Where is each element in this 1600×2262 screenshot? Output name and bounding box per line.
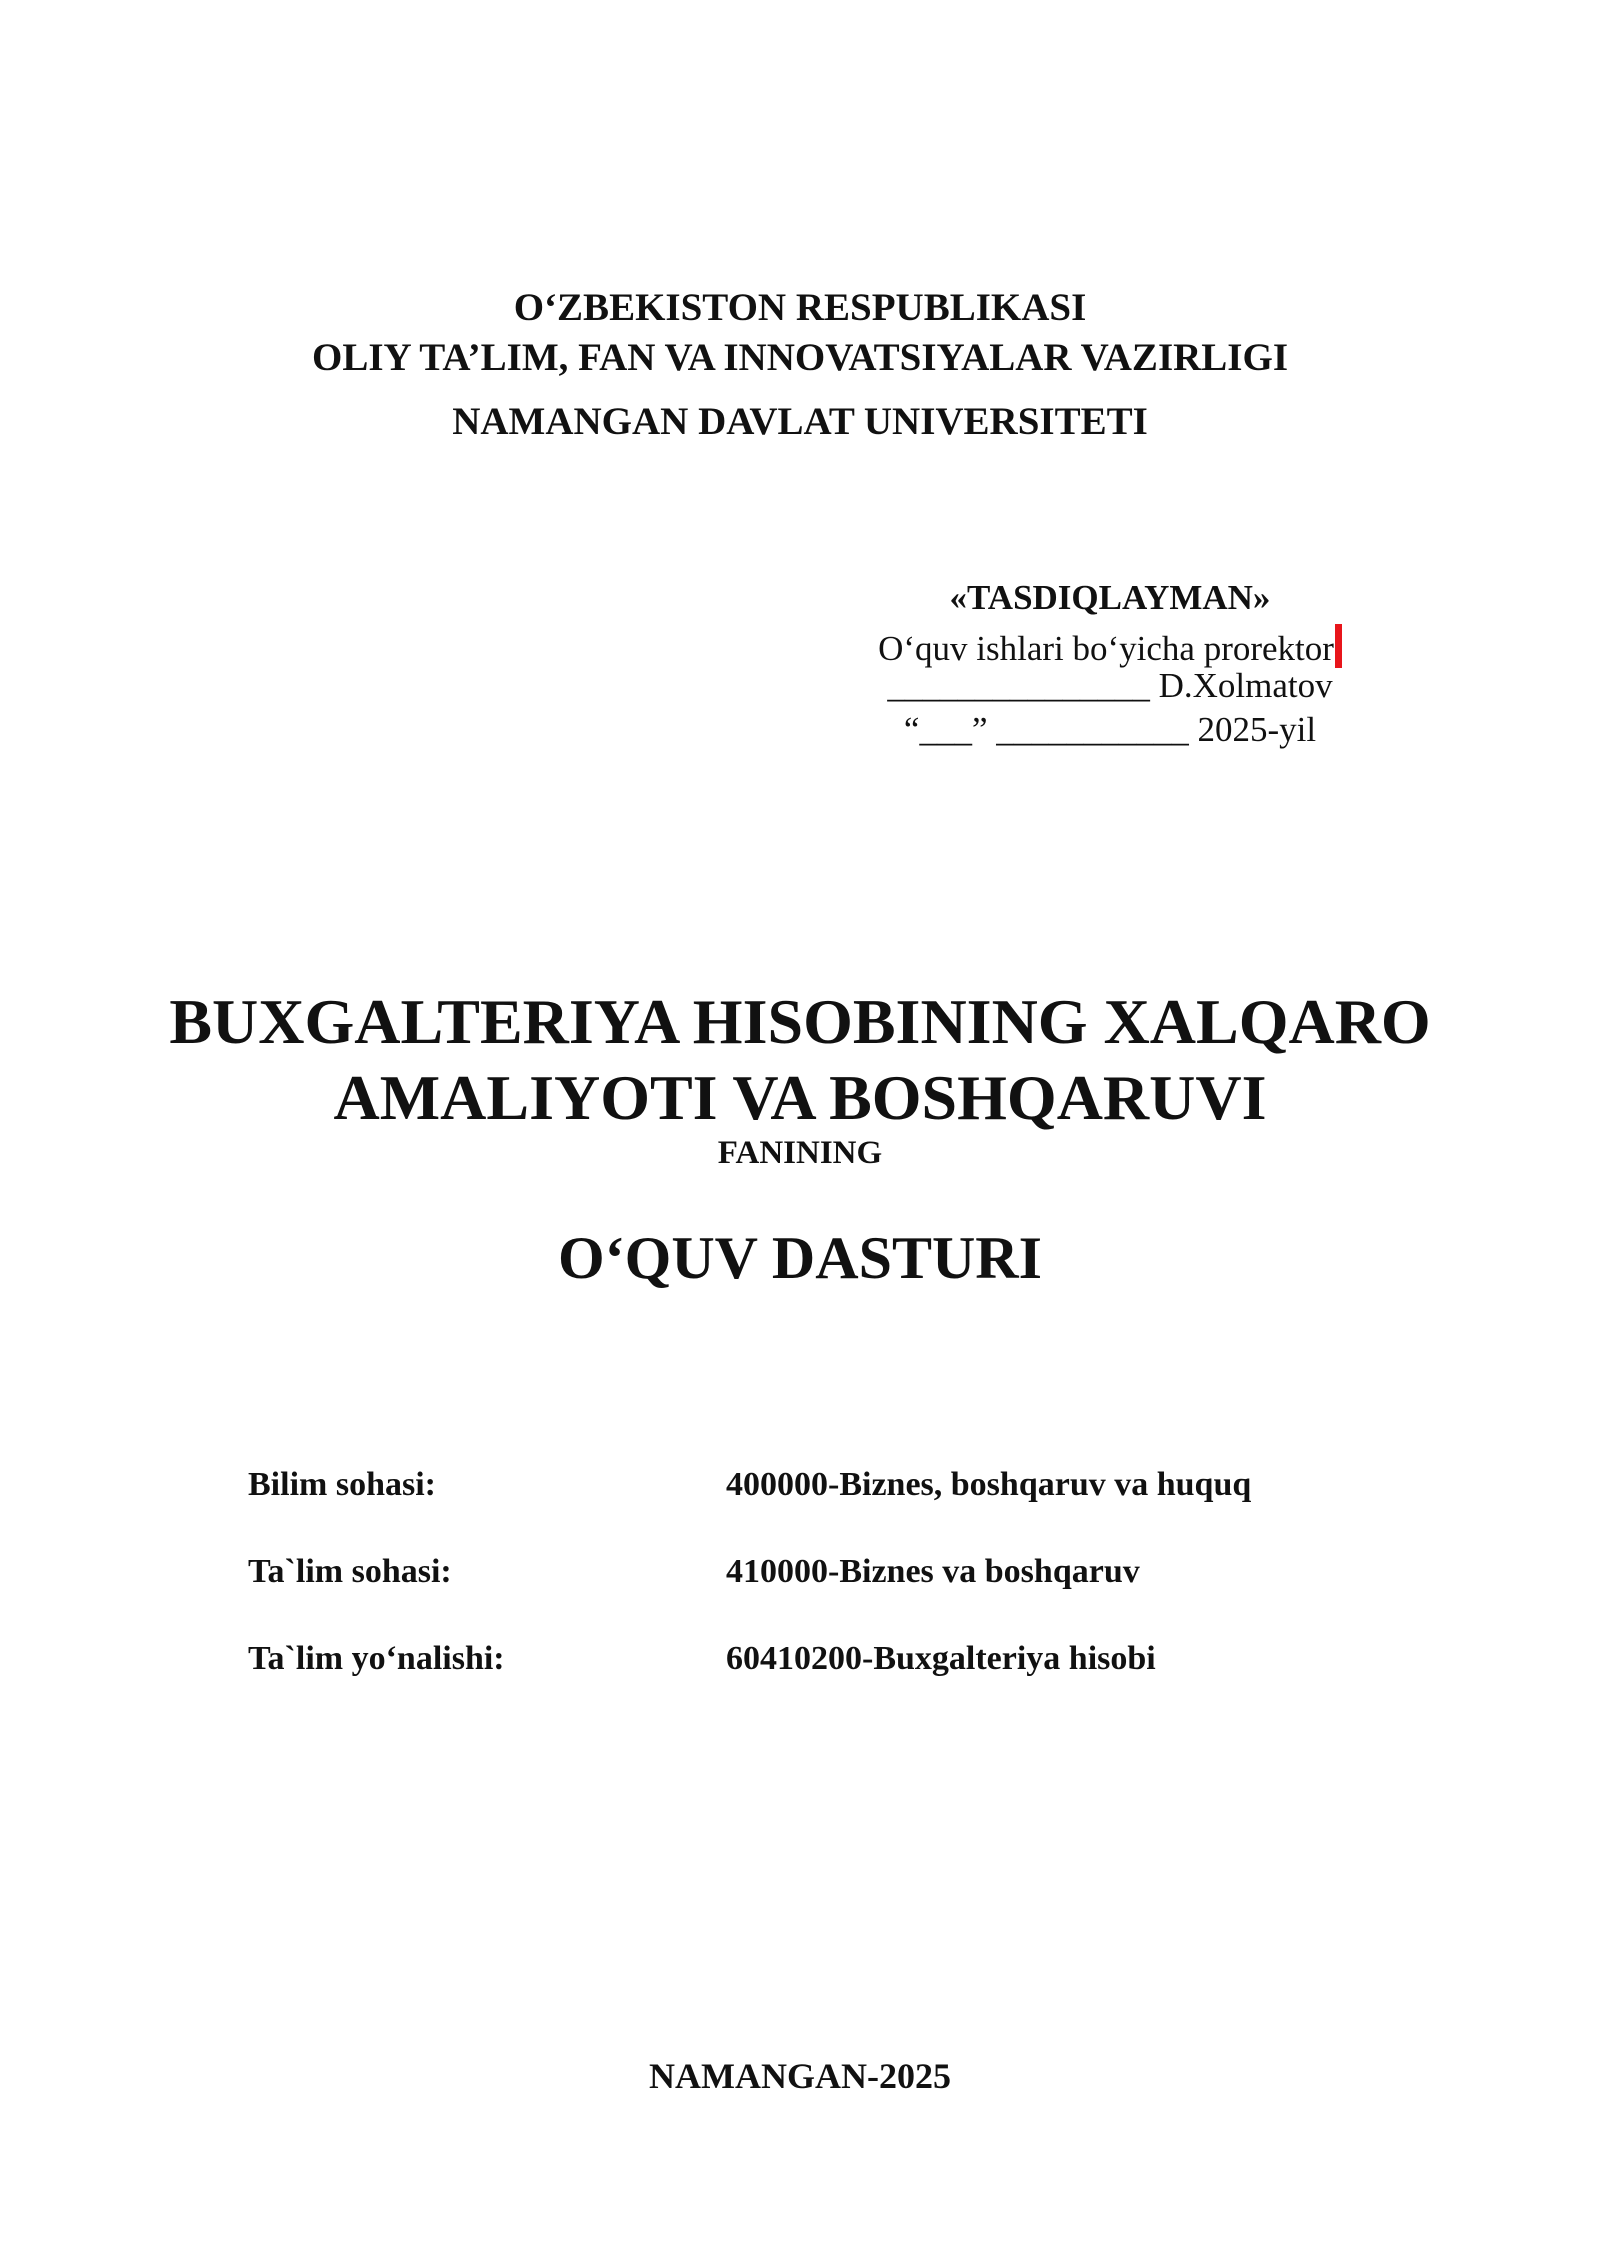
footer-place-year: NAMANGAN-2025 bbox=[649, 2056, 951, 2096]
info-label-talim-sohasi: Ta`lim sohasi: bbox=[248, 1553, 452, 1590]
header-country: O‘ZBEKISTON RESPUBLIKASI bbox=[513, 286, 1087, 329]
info-value-talim-yonalishi: 60410200-Buxgalteriya hisobi bbox=[726, 1640, 1156, 1677]
header-ministry: OLIY TA’LIM, FAN VA INNOVATSIYALAR VAZIRLIGI bbox=[312, 336, 1288, 379]
approval-position-line bbox=[760, 624, 1460, 668]
info-value-talim-sohasi: 410000-Biznes va boshqaruv bbox=[726, 1553, 1140, 1590]
approval-date-line: “___” ___________ 2025-yil bbox=[903, 710, 1317, 749]
course-title-subtitle: FANINING bbox=[717, 1135, 883, 1171]
approval-heading: «TASDIQLAYMAN» bbox=[949, 578, 1271, 617]
approval-signature-line: _______________ D.Xolmatov bbox=[887, 666, 1333, 705]
course-title-line2: AMALIYOTI VA BOSHQARUVI bbox=[333, 1062, 1267, 1133]
text-cursor-marker bbox=[1335, 624, 1342, 668]
info-label-bilim-sohasi: Bilim sohasi: bbox=[248, 1466, 436, 1503]
document-type-title: O‘QUV DASTURI bbox=[558, 1225, 1042, 1291]
info-value-bilim-sohasi: 400000-Biznes, boshqaruv va huquq bbox=[726, 1466, 1252, 1503]
approval-position: O‘quv ishlari bo‘yicha prorektor bbox=[878, 629, 1334, 668]
course-title-line1: BUXGALTERIYA HISOBINING XALQARO bbox=[169, 986, 1431, 1057]
header-university: NAMANGAN DAVLAT UNIVERSITETI bbox=[452, 400, 1148, 443]
info-label-talim-yonalishi: Ta`lim yo‘nalishi: bbox=[248, 1640, 505, 1677]
